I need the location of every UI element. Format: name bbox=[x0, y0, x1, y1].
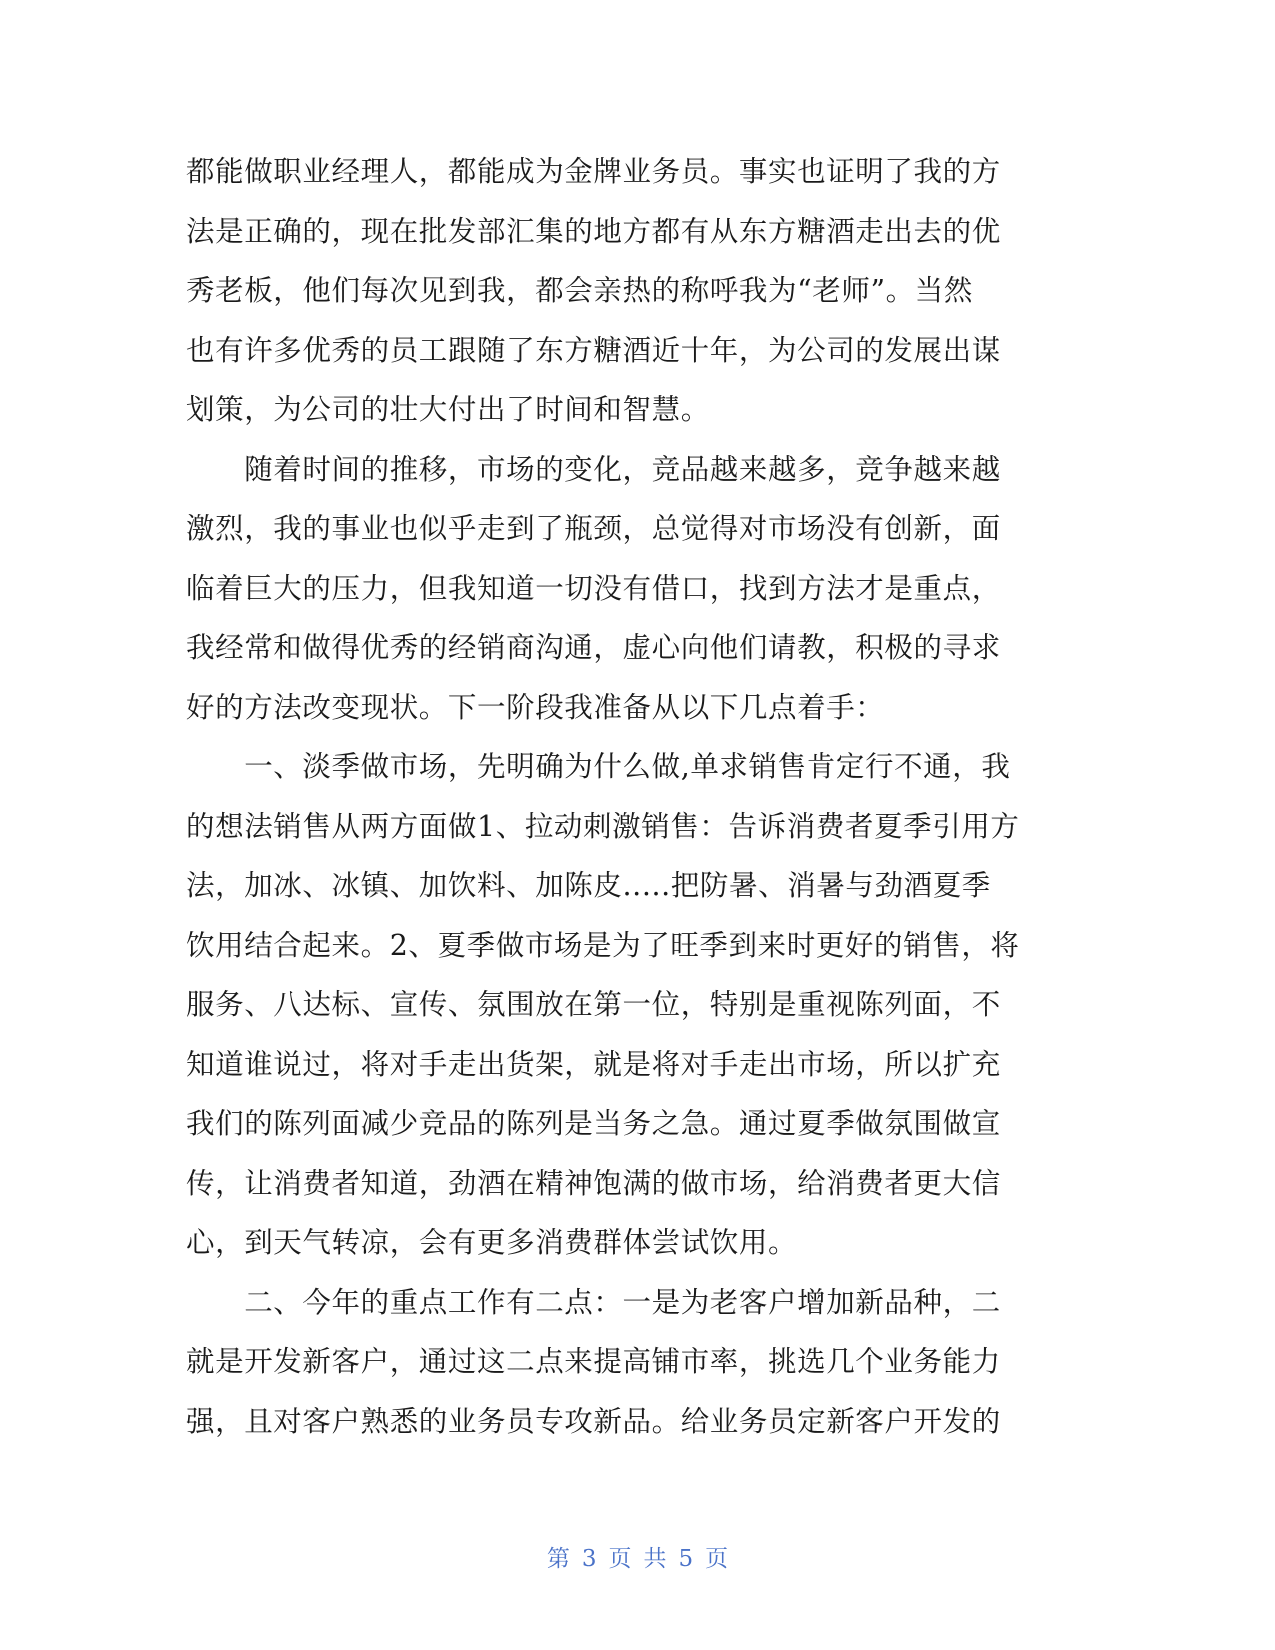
text-line: 强，且对客户熟悉的业务员专攻新品。给业务员定新客户开发的 bbox=[186, 1404, 1001, 1438]
text-line: 饮用结合起来。2、夏季做市场是为了旺季到来时更好的销售，将 bbox=[186, 928, 1020, 962]
text-line: 就是开发新客户，通过这二点来提高铺市率，挑选几个业务能力 bbox=[186, 1345, 1001, 1378]
text-line: 随着时间的推移，市场的变化，竞品越来越多，竞争越来越 bbox=[186, 452, 1001, 486]
text-line: 一、淡季做市场，先明确为什么做,单求销售肯定行不通，我 bbox=[186, 750, 1011, 783]
text-line: 的想法销售从两方面做1、拉动刺激销售：告诉消费者夏季引用方 bbox=[186, 809, 1020, 843]
text-line: 秀老板，他们每次见到我，都会亲热的称呼我为“老师”。当然 bbox=[186, 274, 973, 307]
text-line: 划策，为公司的壮大付出了时间和智慧。 bbox=[186, 393, 710, 426]
text-line: 好的方法改变现状。下一阶段我准备从以下几点着手： bbox=[186, 690, 885, 724]
footer-total-pages: 5 bbox=[678, 1546, 694, 1572]
text-line: 法是正确的，现在批发部汇集的地方都有从东方糖酒走出去的优 bbox=[186, 214, 1001, 248]
text-line: 临着巨大的压力，但我知道一切没有借口，找到方法才是重点， bbox=[186, 571, 1001, 605]
text-line: 知道谁说过，将对手走出货架，就是将对手走出市场，所以扩充 bbox=[186, 1047, 1001, 1081]
footer-suffix: 页 bbox=[705, 1546, 729, 1572]
footer-total-word: 共 bbox=[643, 1546, 667, 1572]
text-line: 都能做职业经理人，都能成为金牌业务员。事实也证明了我的方 bbox=[186, 155, 1001, 188]
text-line: 二、今年的重点工作有二点：一是为老客户增加新品种，二 bbox=[186, 1285, 1001, 1319]
text-line: 激烈，我的事业也似乎走到了瓶颈，总觉得对市场没有创新，面 bbox=[186, 512, 1001, 545]
footer-page-word: 页 bbox=[608, 1546, 632, 1572]
text-line: 法，加冰、冰镇、加饮料、加陈皮.....把防暑、消暑与劲酒夏季 bbox=[186, 869, 991, 902]
text-line: 我经常和做得优秀的经销商沟通，虚心向他们请教，积极的寻求 bbox=[186, 631, 1001, 664]
body-text bbox=[186, 142, 1066, 1451]
text-line: 我们的陈列面减少竞品的陈列是当务之急。通过夏季做氛围做宣 bbox=[186, 1107, 1001, 1140]
page-footer bbox=[0, 1540, 1275, 1573]
text-line: 心，到天气转凉，会有更多消费群体尝试饮用。 bbox=[186, 1226, 798, 1259]
text-line: 服务、八达标、宣传、氛围放在第一位，特别是重视陈列面，不 bbox=[186, 988, 1001, 1021]
footer-prefix: 第 bbox=[546, 1546, 570, 1572]
text-line: 传，让消费者知道，劲酒在精神饱满的做市场，给消费者更大信 bbox=[186, 1166, 1001, 1200]
text-line: 也有许多优秀的员工跟随了东方糖酒近十年，为公司的发展出谋 bbox=[186, 333, 1001, 367]
footer-current-page: 3 bbox=[581, 1546, 597, 1572]
